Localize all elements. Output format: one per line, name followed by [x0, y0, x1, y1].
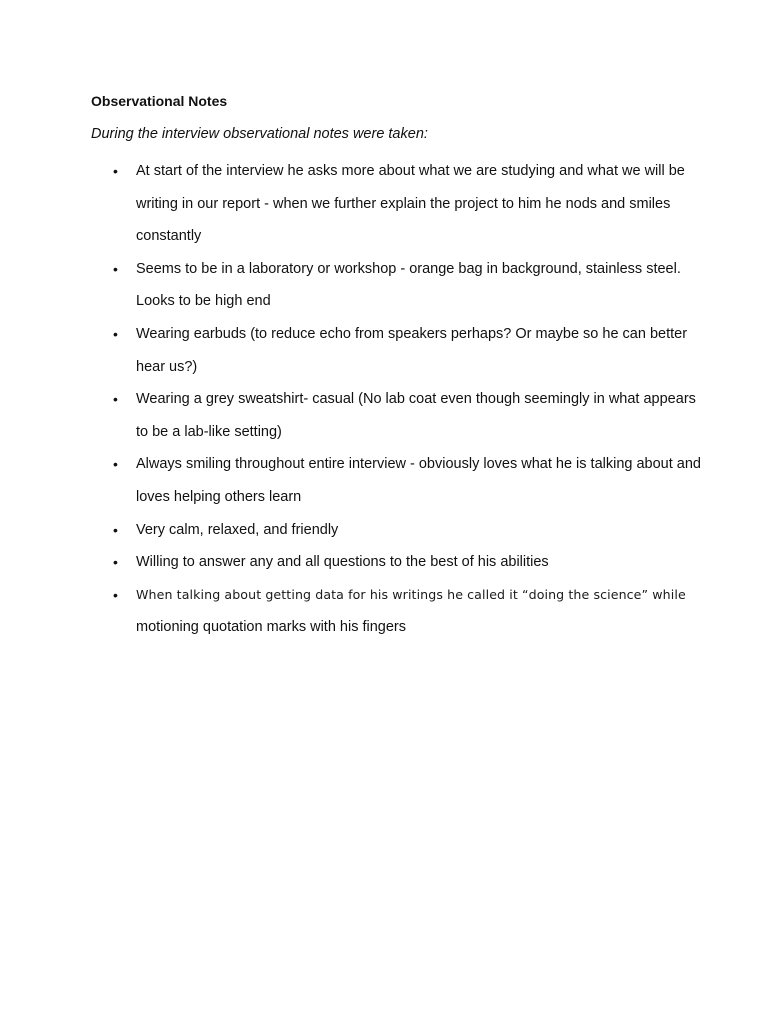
note-line: hear us?) — [136, 358, 198, 375]
note-line: constantly — [136, 228, 202, 245]
bullet-icon: • — [113, 325, 118, 342]
note-line: Wearing earbuds (to reduce echo from speakers perhaps? Or maybe so he can better — [136, 325, 688, 342]
note-line: At start of the interview he asks more about what we are studying and what we will be — [136, 163, 685, 179]
bullet-icon: • — [113, 586, 118, 603]
bullet-icon: • — [113, 521, 118, 538]
document-intro: During the interview observational notes were taken: — [91, 126, 428, 142]
note-line: Always smiling throughout entire interview - obviously loves what he is talking about and — [136, 456, 701, 473]
note-line: Very calm, relaxed, and friendly — [136, 521, 339, 538]
list-item — [0, 546, 768, 579]
note-line: to be a lab-like setting) — [136, 423, 282, 440]
list-item — [0, 579, 768, 644]
note-line: Looks to be high end — [136, 293, 271, 310]
note-line: writing in our report - when we further explain the project to him he nods and smiles — [136, 195, 671, 212]
bullet-icon: • — [113, 554, 118, 571]
list-item — [0, 514, 768, 547]
note-line: When talking about getting data for his writings he called it “doing the science” while — [136, 586, 686, 602]
bullet-icon: • — [113, 456, 118, 473]
bullet-icon: • — [113, 163, 118, 179]
list-item — [0, 318, 768, 383]
list-item — [0, 155, 768, 253]
list-item — [0, 383, 768, 448]
note-line: motioning quotation marks with his fingers — [136, 619, 406, 636]
document-title: Observational Notes — [91, 93, 228, 109]
note-line: Wearing a grey sweatshirt- casual (No lab coat even though seemingly in what appears — [136, 391, 696, 408]
bullet-icon: • — [113, 260, 118, 277]
note-line: loves helping others learn — [136, 488, 302, 505]
bullet-icon: • — [113, 391, 118, 408]
list-item — [0, 253, 768, 318]
note-line: Seems to be in a laboratory or workshop - orange bag in background, stainless steel. — [136, 260, 681, 277]
note-line: Willing to answer any and all questions to the best of his abilities — [136, 554, 549, 571]
list-item — [0, 448, 768, 513]
observation-list — [0, 155, 768, 644]
